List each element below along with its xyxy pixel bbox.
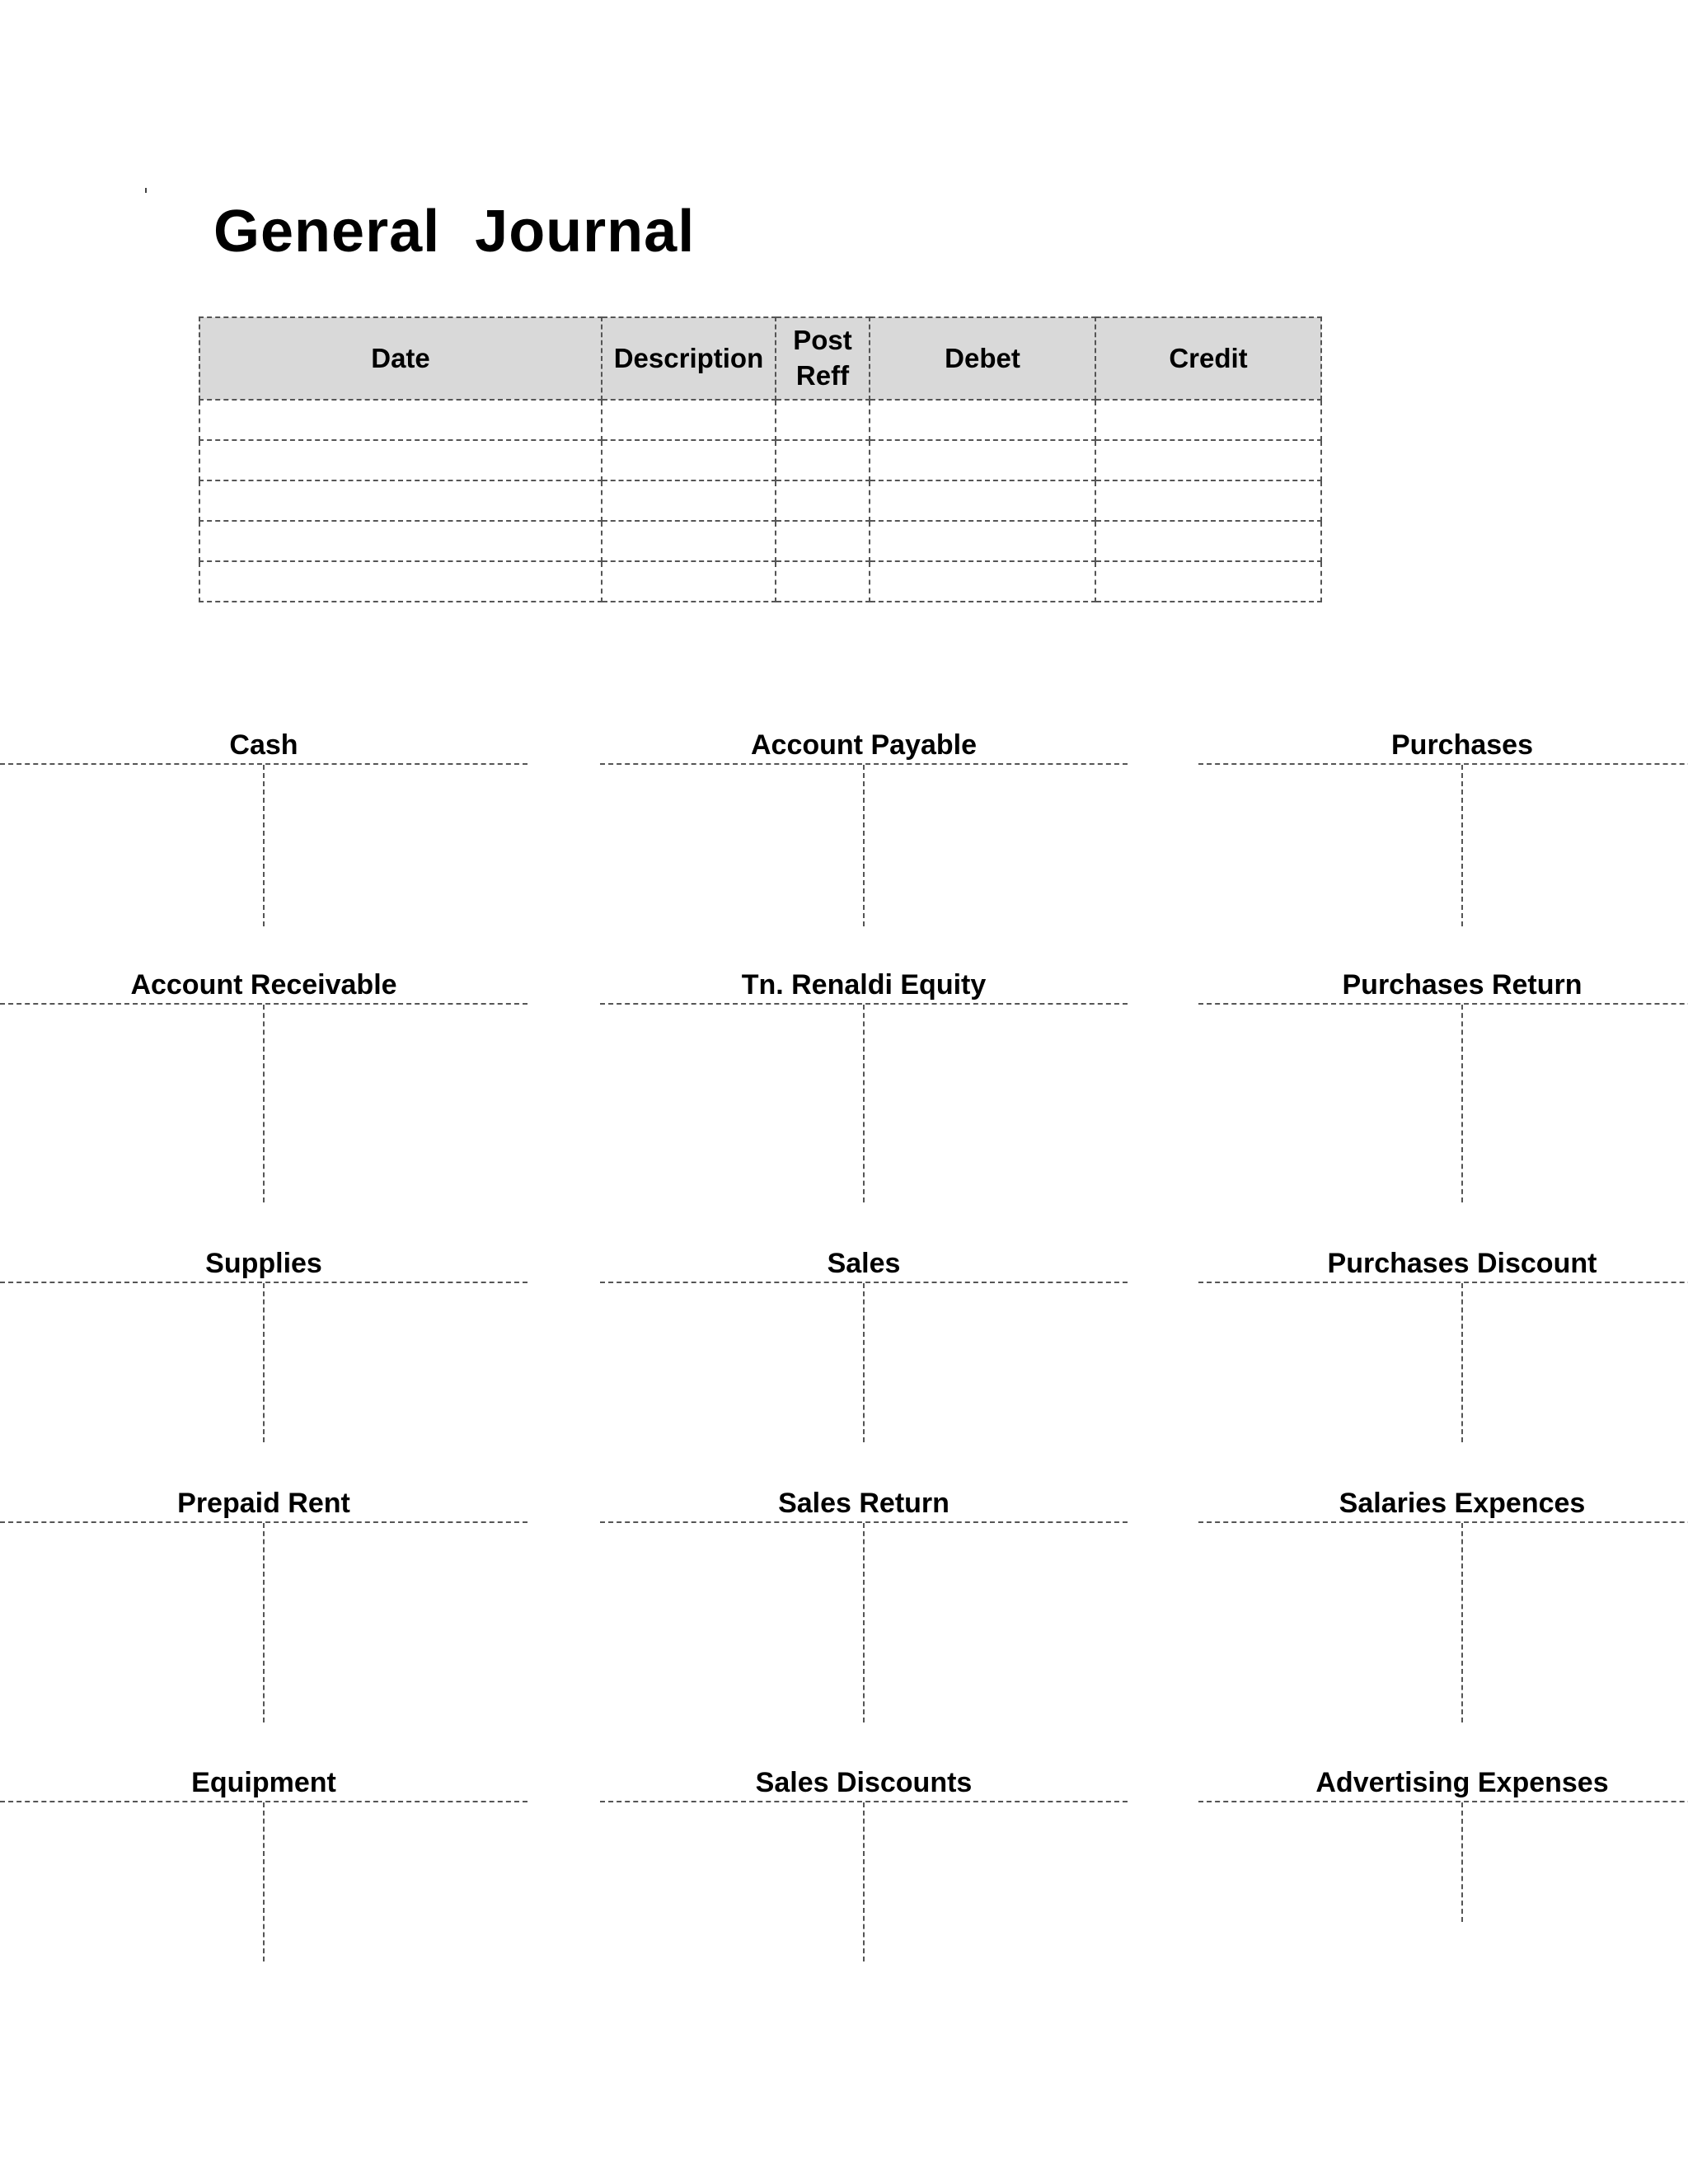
t-account-divider xyxy=(263,1005,265,1202)
column-header-description: Description xyxy=(602,317,776,400)
account-title: Purchases xyxy=(1391,729,1533,761)
account-title: Sales xyxy=(827,1248,901,1279)
cell-credit[interactable] xyxy=(1095,561,1321,602)
t-account-divider xyxy=(863,1005,865,1202)
account-title: Account Receivable xyxy=(130,969,397,1001)
t-account-divider xyxy=(1461,765,1463,926)
t-account-divider xyxy=(263,1802,265,1961)
account-title: Purchases Discount xyxy=(1327,1248,1597,1279)
account-title: Purchases Return xyxy=(1342,969,1582,1001)
post-reff-label: Post Reff xyxy=(793,325,852,391)
account-title: Advertising Expenses xyxy=(1315,1767,1609,1798)
t-account-top-line xyxy=(1198,1521,1688,1523)
column-header-post-reff xyxy=(776,317,870,400)
cell-post-reff[interactable] xyxy=(776,440,870,480)
cell-credit[interactable] xyxy=(1095,440,1321,480)
account-title: Prepaid Rent xyxy=(177,1488,350,1519)
t-account-divider xyxy=(1461,1283,1463,1442)
column-header-credit: Credit xyxy=(1095,317,1321,400)
account-title: Sales Discounts xyxy=(755,1767,973,1798)
cell-credit[interactable] xyxy=(1095,480,1321,521)
journal-row xyxy=(199,561,1321,602)
account-title: Sales Return xyxy=(778,1488,950,1519)
journal-row xyxy=(199,480,1321,521)
cell-post-reff[interactable] xyxy=(776,400,870,440)
t-account-divider xyxy=(863,765,865,926)
journal-row xyxy=(199,400,1321,440)
t-account-divider xyxy=(863,1283,865,1442)
cell-post-reff[interactable] xyxy=(776,561,870,602)
cell-date[interactable] xyxy=(199,440,602,480)
column-header-debet: Debet xyxy=(870,317,1095,400)
cell-debet[interactable] xyxy=(870,400,1095,440)
account-title: Equipment xyxy=(191,1767,336,1798)
journal-header-row xyxy=(199,317,1321,400)
cell-description[interactable] xyxy=(602,480,776,521)
cell-date[interactable] xyxy=(199,521,602,561)
t-account-divider xyxy=(863,1802,865,1961)
t-account-divider xyxy=(263,1523,265,1722)
cell-debet[interactable] xyxy=(870,561,1095,602)
cell-credit[interactable] xyxy=(1095,521,1321,561)
account-title: Supplies xyxy=(205,1248,322,1279)
t-account-divider xyxy=(863,1523,865,1722)
journal-row xyxy=(199,440,1321,480)
t-account-top-line xyxy=(1198,1003,1688,1005)
cell-post-reff[interactable] xyxy=(776,521,870,561)
cell-date[interactable] xyxy=(199,561,602,602)
account-title: Tn. Renaldi Equity xyxy=(741,969,987,1001)
stray-mark xyxy=(145,188,147,193)
t-account-divider xyxy=(263,765,265,926)
column-header-date: Date xyxy=(199,317,602,400)
account-title: Account Payable xyxy=(751,729,977,761)
journal-row xyxy=(199,521,1321,561)
cell-date[interactable] xyxy=(199,400,602,440)
cell-debet[interactable] xyxy=(870,480,1095,521)
cell-description[interactable] xyxy=(602,400,776,440)
cell-debet[interactable] xyxy=(870,440,1095,480)
cell-description[interactable] xyxy=(602,561,776,602)
t-account-divider xyxy=(1461,1802,1463,1922)
page-title: General Journal xyxy=(213,199,696,265)
t-account-top-line xyxy=(1198,1801,1688,1802)
cell-date[interactable] xyxy=(199,480,602,521)
t-account-top-line xyxy=(1198,1282,1688,1283)
general-journal-table xyxy=(199,316,1322,602)
account-title: Cash xyxy=(229,729,298,761)
t-account-divider xyxy=(1461,1005,1463,1202)
account-title: Salaries Expences xyxy=(1339,1488,1586,1519)
cell-debet[interactable] xyxy=(870,521,1095,561)
cell-description[interactable] xyxy=(602,521,776,561)
cell-credit[interactable] xyxy=(1095,400,1321,440)
t-account-top-line xyxy=(1198,763,1688,765)
t-account-divider xyxy=(1461,1523,1463,1722)
t-account-divider xyxy=(263,1283,265,1442)
cell-post-reff[interactable] xyxy=(776,480,870,521)
cell-description[interactable] xyxy=(602,440,776,480)
